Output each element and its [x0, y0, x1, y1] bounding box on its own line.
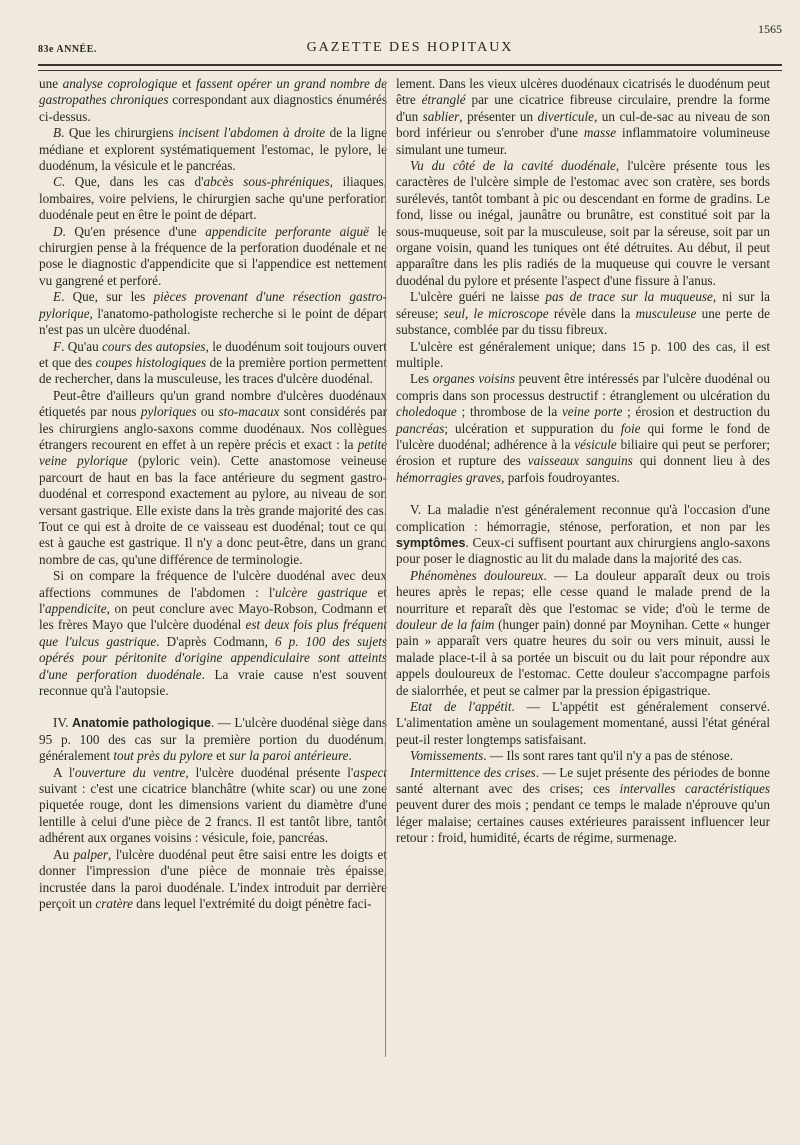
italic-text: Intermittence des crises: [410, 764, 536, 780]
text-run: ; ulcération et suppuration du: [444, 420, 621, 436]
paragraph: [396, 339, 770, 372]
italic-text: étranglé: [421, 92, 466, 108]
text-run: , iliaques, lombaires, voire pelviens, le chirurgien sache qu'une perforation duodénale peut en être le point de départ.: [39, 174, 387, 223]
text-run: lement. Dans les vieux ulcères duodénaux cicatrisés le duodénum peut être: [396, 76, 770, 108]
italic-text: Phénomènes douloureux: [410, 567, 544, 583]
page-number: 1565: [758, 22, 782, 36]
italic-text: fassent opérer un grand nombre de gastropathes chroniques: [39, 76, 387, 108]
paragraph: [39, 847, 387, 913]
italic-text: aspect: [353, 764, 387, 780]
italic-text: abcès sous-phréniques: [203, 174, 330, 190]
journal-title: GAZETTE DES HOPITAUX: [306, 40, 514, 55]
italic-text: pancréas: [396, 420, 445, 436]
italic-text: ouverture du ventre: [74, 764, 186, 780]
italic-text: appendicite perforante aiguë: [205, 223, 369, 239]
italic-text: pas de trace sur la muqueuse: [545, 289, 713, 305]
paragraph: [396, 158, 770, 289]
text-run: Au: [53, 846, 74, 862]
text-run: ; thrombose de la: [456, 404, 562, 420]
italic-text: choledoque: [396, 404, 457, 420]
italic-text: est deux fois plus fréquent que l'ulcus gastrique: [39, 617, 388, 649]
paragraph: [396, 568, 770, 699]
text-run: de la ligne médiane et explorent systématiquement l'estomac, le pylore, le duodénum, la vésicule et le pancréas.: [39, 125, 387, 174]
paragraph: [39, 224, 387, 290]
paragraph: [39, 765, 387, 847]
text-run: , un cul-de-sac au niveau de son bord inférieur ou s'enrober d'une: [396, 108, 770, 141]
left-column: [39, 76, 387, 912]
italic-text: cours des autopsies: [102, 338, 206, 354]
italic-text: B: [53, 125, 62, 141]
text-run: V. La maladie n'est généralement reconnue qu'à l'occasion d'une complication : hémorragie, sténose, perforation, et non par les: [396, 502, 770, 534]
text-run: . D'après Codmann,: [156, 633, 275, 649]
text-run: qui donnent lieu à des: [632, 453, 771, 469]
text-run: , l'anatomo-pathologiste recherche si le point de départ n'est pas un ulcère duodénal.: [39, 305, 387, 338]
text-run: , présenter un: [459, 108, 538, 124]
text-run: le chirurgien pense à la fréquence de la perforation duodénale et ne pose le diagnostic d'appendicite que si l'appendice est nettement vu gangrené et perforé.: [39, 223, 387, 288]
text-run: , l'ulcère duodénal présente l': [185, 764, 354, 780]
paragraph: [39, 76, 387, 125]
italic-text: musculeuse: [635, 305, 697, 321]
italic-text: C: [53, 174, 62, 190]
italic-text: veine porte: [561, 404, 623, 420]
text-run: une perte de substance, comblée par du tissu fibreux.: [396, 305, 770, 338]
italic-text: sablier: [422, 108, 460, 124]
text-run: , l'ulcère présente tous les caractères de l'ulcère simple de l'estomac avec son cratère, ses bords surélevés, tantôt tombant à pic ou descendant en forme de gradins. Le fond, lisse ou inégal, jaunâtre ou brunâtre, est constitué soit par la sous-muqueuse, soit par la musculeuse, soit par la séreuse, soit par un organe voisin, quand les tuniques ont été détruites. Au début, il peut apparaître dans les plis radiés de la muqueuse qui couvre le versant duodénal du pylore et présente l'aspect d'une fissure à l'anus.: [396, 158, 770, 288]
italic-text: pyloriques: [140, 404, 197, 420]
paragraph: [396, 765, 770, 847]
page-header: [38, 20, 782, 72]
italic-text: hémorragies graves: [396, 469, 502, 485]
text-run: . La vraie cause n'est souvent reconnue qu'à l'autopsie.: [39, 666, 387, 699]
paragraph: [396, 289, 770, 338]
text-run: , l'ulcère duodénal peut être saisi entre les doigts et donner l'impression d'une pièce de monnaie très épaisse, incrustée dans la paroi duodénale. L'index introduit par derrière perçoit un: [39, 846, 387, 911]
text-run: peuvent être intéressés par l'ulcère duodénal ou compris dans son processus destructif : étranglement ou ulcération du: [396, 371, 770, 403]
italic-text: petite veine pylorique: [39, 436, 387, 469]
text-run: . — Le sujet présente des périodes de bonne santé alternant avec des crises; ces: [396, 764, 770, 797]
italic-text: analyse coprologique: [62, 76, 178, 91]
text-run: , le duodénum soit toujours ouvert et que des: [39, 338, 387, 370]
text-run: . Que, dans les cas d': [61, 174, 204, 190]
text-run: L'ulcère guéri ne laisse: [410, 289, 546, 305]
italic-text: Etat de l'appétit: [410, 699, 512, 715]
paragraph: [396, 502, 770, 568]
italic-text: sur la paroi antérieure: [228, 748, 349, 764]
text-run: Les: [410, 371, 433, 387]
paragraph: [396, 699, 770, 748]
italic-text: F: [53, 338, 62, 354]
text-run: IV.: [53, 715, 72, 731]
header-rule-thick: [38, 64, 782, 66]
italic-text: appendicite: [45, 601, 107, 616]
italic-text: foie: [620, 420, 641, 436]
text-run: par une cicatrice fibreuse circulaire, prendre la forme d'un: [396, 92, 771, 124]
italic-text: palper: [73, 846, 109, 862]
italic-text: Vomissements: [410, 748, 484, 764]
paragraph: [39, 125, 387, 174]
italic-text: diverticule: [537, 108, 594, 124]
section-heading: Anatomie pathologique: [71, 716, 212, 731]
text-run: (hunger pain) donné par Moynihan. Cette « hunger pain » apparaît vers quatre heures du soir ou vers minuit, aussi le malade place-t-il à sa portée un biscuit ou du lait pour répondre aux appels douloureux de l'estomac. Cette douleur s'accompagne parfois de sialorrhée, et peut se calmer par la pression épigastrique.: [396, 617, 770, 698]
right-column: [396, 76, 770, 847]
text-run: . — L'appétit est généralement conservé. L'alimentation amène un soulagement momentané, aussi l'état général peut-il rester longtemps satisfaisant.: [396, 699, 770, 747]
italic-text: cratère: [95, 895, 133, 911]
text-run: de la première portion permettent de rechercher, dans la musculeuse, les traces d'ulcère duodénal.: [39, 354, 387, 387]
italic-text: intervalles caractéristiques: [619, 781, 770, 797]
text-run: ou: [196, 404, 219, 420]
paragraph: [39, 715, 387, 764]
italic-text: masse: [583, 125, 617, 141]
section-heading: symptômes: [396, 535, 466, 550]
italic-text: 6 p. 100 des sujets opérés pour péritonite d'origine appendiculaire sont atteints d'une perforation duodénale: [39, 633, 388, 682]
italic-text: pièces provenant d'une résection gastro-pylorique: [39, 289, 387, 321]
text-run: . Que, sur les: [61, 289, 154, 305]
italic-text: incisent l'abdomen à droite: [178, 125, 326, 141]
text-run: . — L'ulcère duodénal siège dans 95 p. 100 des cas sur la première portion du duodénum, généralement: [39, 715, 388, 764]
italic-text: seul, le microscope: [443, 305, 549, 321]
text-run: , on peut conclure avec Mayo-Robson, Codmann et les frères Mayo que l'ulcère duodénal: [39, 601, 387, 633]
text-run: sont considérés par les chirurgiens anglo-saxons comme duodénaux. Nos collègues étrangers recourent en effet à un repère précis et exact : la: [39, 404, 388, 452]
italic-text: organes voisins: [432, 371, 515, 387]
italic-text: D: [53, 223, 63, 239]
text-run: suivant : c'est une cicatrice blanchâtre (white scar) ou une zone piquetée rouge, dont les dimensions varient du diamètre d'une lentille à celui d'une pièce de 2 francs. Il est tantôt libre, tantôt adhérent aux organes voisins : vésicule, foie, pancréas.: [39, 781, 387, 846]
italic-text: Vu du côté de la cavité duodénale: [410, 158, 616, 174]
text-run: , ni sur la séreuse;: [396, 289, 770, 321]
text-run: . Qu'en présence d'une: [62, 223, 206, 239]
text-run: A l': [53, 764, 75, 780]
header-rule-thin: [38, 70, 782, 71]
text-run: révèle dans la: [548, 305, 636, 321]
text-run: L'ulcère est généralement unique; dans 15 p. 100 des cas, il est multiple.: [396, 338, 770, 370]
text-run: et: [177, 76, 196, 91]
text-run: et l': [39, 584, 387, 616]
text-run: dans lequel l'extrémité du doigt pénètre faci-: [133, 895, 372, 911]
paragraph: [396, 371, 770, 486]
column-divider: [385, 82, 386, 1057]
paragraph: [396, 76, 770, 158]
text-run: ; érosion et destruction du: [622, 404, 770, 420]
text-run: . Qu'au: [61, 338, 103, 354]
text-run: et: [212, 748, 229, 764]
text-run: .: [348, 748, 352, 764]
text-run: . — La douleur apparaît deux ou trois heures après le repas; elle cesse quand le malade prend de la nourriture et reparaît dès que l'estomac se vide; d'où le terme de: [396, 567, 770, 616]
paragraph: [39, 568, 387, 699]
italic-text: vésicule: [574, 436, 617, 452]
italic-text: E: [53, 289, 62, 305]
volume-year: 83e ANNÉE.: [38, 44, 97, 55]
text-run: inflammatoire volumineuse simulant une tumeur.: [396, 125, 770, 157]
paragraph: [39, 388, 387, 568]
text-run: qui forme le fond de l'ulcère duodénal; adhérence à la: [396, 420, 770, 452]
text-run: Peut-être d'ailleurs qu'un grand nombre d'ulcères duodénaux étiquetés par nous: [39, 387, 387, 420]
paragraph: [39, 174, 387, 223]
paragraph: [396, 748, 770, 764]
italic-text: tout près du pylore: [113, 748, 213, 764]
paragraph: [39, 289, 387, 338]
italic-text: sto-macaux: [218, 404, 280, 420]
italic-text: coupes histologiques: [95, 354, 207, 370]
text-run: . — Ils sont rares tant qu'il n'y a pas de sténose.: [483, 748, 734, 764]
text-run: Si on compare la fréquence de l'ulcère duodénal avec deux affections communes de l'abdomen : l': [39, 568, 387, 600]
text-run: biliaire qui peut se perforer; érosion et rupture des: [396, 436, 771, 469]
italic-text: ulcère gastrique: [274, 584, 368, 600]
text-run: (pyloric vein). Cette anastomose veineuse parcourt de haut en bas la face antérieure du segment gastro-duodénal et correspond exactement au pylore, au niveau de son versant gastrique. Elle existe dans la très grande majorité des cas. Tout ce qui est à droite de ce vaisseau est duodénal; tout ce qui est à gauche est gastrique. Il n'y a donc peut-être, dans un grand nombre de cas, qu'une différence de terminologie.: [39, 453, 388, 567]
text-run: . Ceux-ci suffisent pourtant aux chirurgiens anglo-saxons pour poser le diagnostic au lit du malade dans la majorité des cas.: [396, 534, 770, 567]
text-run: correspondant aux diagnostics énumérés ci-dessus.: [39, 92, 388, 124]
italic-text: vaisseaux sanguins: [527, 453, 633, 469]
text-run: , parfois foudroyantes.: [501, 469, 620, 485]
text-run: . Que les chirurgiens: [61, 125, 179, 141]
text-run: peuvent durer des mois ; pendant ce temps le malade n'éprouve qu'un léger malaise; certaines causes extérieures paraissent influencer leur retour : froid, humidité, écarts de régime, surmenage.: [396, 797, 770, 846]
italic-text: douleur de la faim: [396, 617, 495, 632]
text-run: une: [39, 76, 63, 91]
paragraph: [39, 339, 387, 388]
